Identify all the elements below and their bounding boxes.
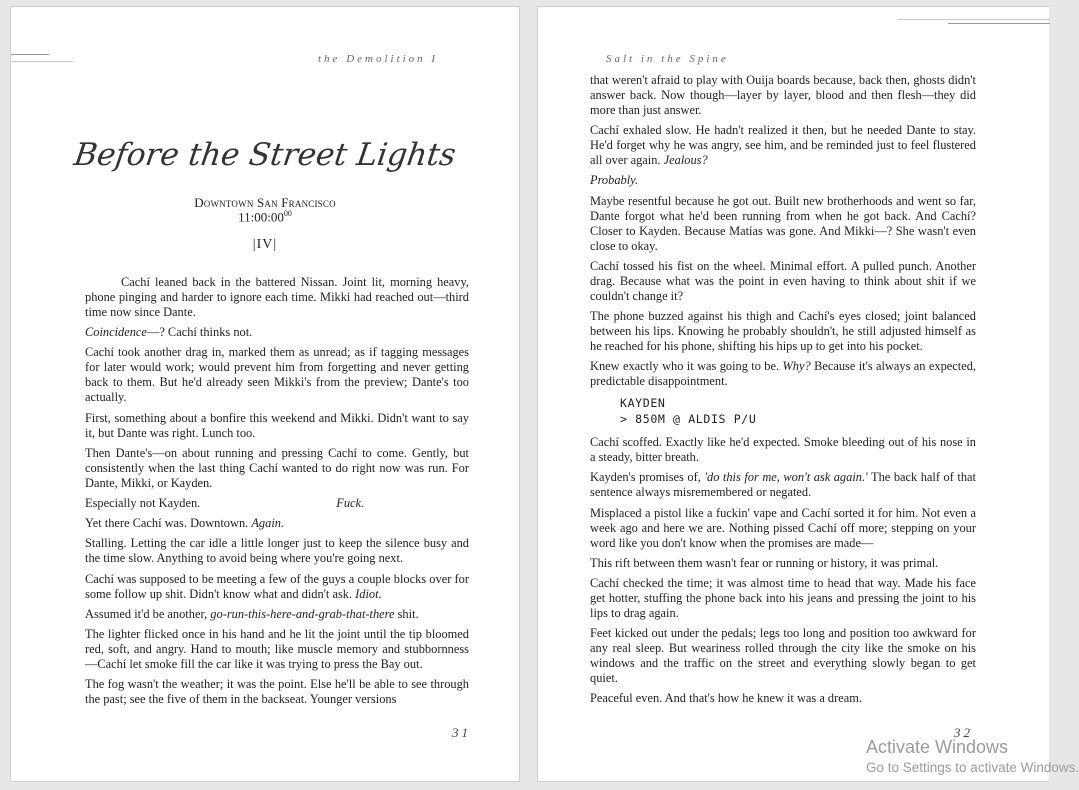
header-decoration-line — [948, 23, 1050, 24]
paragraph: Maybe resentful because he got out. Built new brotherhoods and went so far, Dante forgot what he'd been running from when he got back. And Cachí? Closer to Kayden. Because Matías was gone. And Mikki—? She wasn't even close to okay. — [590, 193, 976, 253]
paragraph: The fog wasn't the weather; it was the point. Else he'll be able to see through the past; see the five of them in the backseat. Younger versions — [85, 677, 469, 707]
body-text — [85, 275, 469, 712]
paragraph-text: Knew exactly who it was going to be. — [590, 359, 780, 374]
paragraph: Then Dante's—on about running and pressing Cachí to come. Gently, but consistently when the last thing Cachí wanted to do right now was run. For Dante, Mikki, or Kayden. — [85, 445, 469, 490]
timestamp-superscript: 00 — [283, 209, 292, 218]
header-decoration-line — [11, 61, 73, 62]
paragraph — [85, 325, 469, 340]
paragraph: Feet kicked out under the pedals; legs too long and position too awkward for any real sleep. But weariness rolled through the city like the smoke on his windows and the traffic on the street and everything slowly began to get quiet. — [590, 626, 976, 686]
running-header: Salt in the Spine — [606, 53, 729, 65]
paragraph-text: Especially not Kayden. — [85, 495, 201, 510]
text-message — [590, 395, 976, 427]
scene-timestamp — [11, 209, 519, 225]
page-number: 32 — [954, 725, 973, 740]
paragraph: Cachí checked the time; it was almost time to head that way. Made his face get hotter, stuffing the phone back into his jeans and pressing the joint to his lips to drag again. — [590, 575, 976, 620]
page-number: 31 — [452, 725, 471, 740]
message-sender: KAYDEN — [620, 396, 666, 411]
paragraph — [590, 123, 976, 168]
paragraph — [590, 359, 976, 389]
left-page — [10, 6, 520, 782]
header-decoration-line — [11, 54, 49, 55]
body-text — [590, 73, 976, 711]
italic-text: Fuck. — [336, 495, 365, 510]
paragraph: Cachí leaned back in the battered Nissan. Joint lit, morning heavy, phone pinging and harder to ignore each time. Mikki had reached out—third time now since Dante. — [85, 275, 469, 319]
paragraph: The lighter flicked once in his hand and he lit the joint until the tip bloomed red, soft, and angry. Hand to mouth; like muscle memory and stubbornness—Cachí let smoke fill the car like it was trying to press the Bay out. — [85, 626, 469, 671]
paragraph: Cachí took another drag in, marked them as unread; as if tagging messages for later would work; would prevent him from forgetting and never getting back to them. But he'd already seen Mikki's from the preview; Dante's too actually. — [85, 345, 469, 405]
paragraph-text: Cachí exhaled slow. He hadn't realized it then, but he needed Dante to stay. He'd forget why he was angry, see him, and be reminded just to feel flustered all over again. — [590, 123, 976, 168]
chapter-title: Before the Street Lights — [71, 137, 459, 173]
paragraph — [85, 572, 469, 602]
paragraph: This rift between them wasn't fear or running or history, it was primal. — [590, 555, 939, 570]
activation-watermark — [866, 736, 1079, 778]
right-page — [537, 6, 1049, 782]
italic-text: Jealous? — [663, 153, 708, 168]
italic-text: go-run-this-here-and-grab-that-there — [210, 606, 395, 621]
italic-text: Why? — [782, 359, 811, 374]
paragraph-text: —? Cachí thinks not. — [146, 325, 253, 340]
paragraph: that weren't afraid to play with Ouija boards because, back then, ghosts didn't answer back. Now though—layer by layer, blood and then flesh—they did more than just answer. — [590, 73, 976, 117]
paragraph-text: Yet there Cachí was. Downtown. — [85, 516, 249, 531]
scene-location: Downtown San Francisco — [194, 195, 336, 210]
paragraph-text: shit. — [394, 606, 419, 621]
paragraph-text: Assumed it'd be another, — [85, 606, 208, 621]
message-body: > 850M @ ALDIS P/U — [620, 412, 757, 427]
italic-text: Again. — [251, 516, 285, 531]
paragraph — [85, 516, 469, 531]
paragraph — [590, 470, 976, 500]
italic-text: Coincidence — [85, 325, 147, 340]
paragraph-text: Because it's always an expected, predictable disappointment. — [590, 359, 976, 389]
paragraph-text: Kayden's promises of, — [590, 470, 701, 485]
paragraph-text: Cachí was supposed to be meeting a few of the guys a couple blocks over for some follow up shit. Didn't know what and didn't ask. — [85, 571, 469, 601]
section-mark: |IV| — [252, 237, 278, 252]
paragraph: First, something about a bonfire this weekend and Mikki. Didn't want to say it, but Dante was right. Lunch too. — [85, 410, 469, 440]
italic-text: Idiot. — [355, 586, 382, 601]
watermark-subtitle: Go to Settings to activate Windows. — [866, 760, 1079, 775]
paragraph: The phone buzzed against his thigh and Cachí's eyes closed; joint balanced between his lips. Knowing he probably shouldn't, he still adjusted himself as he reached for his phone, shifting his hips up to get into his pocket. — [590, 308, 976, 353]
paragraph — [590, 173, 976, 188]
paragraph: Cachí scoffed. Exactly like he'd expected. Smoke bleeding out of his nose in a steady, bitter breath. — [590, 435, 976, 465]
timestamp-main: 11:00:00 — [238, 209, 284, 225]
paragraph: Peaceful even. And that's how he knew it was a dream. — [590, 691, 862, 706]
paragraph: Stalling. Letting the car idle a little longer just to keep the silence busy and the time slow. Anything to avoid being where you're going next. — [85, 536, 469, 566]
paragraph — [85, 496, 469, 511]
header-decoration-line — [898, 19, 1050, 20]
italic-text: Probably. — [590, 173, 639, 188]
paragraph-text: The back half of that sentence always misremembered or negated. — [590, 470, 976, 500]
running-header: the Demolition I — [318, 53, 439, 65]
paragraph: Cachí tossed his fist on the wheel. Minimal effort. A pulled punch. Another drag. Because what was the point in even having to think about shit if we couldn't change it? — [590, 258, 976, 303]
paragraph — [85, 607, 469, 622]
watermark-title: Activate Windows — [866, 737, 1009, 757]
italic-text: 'do this for me, won't ask again.' — [704, 470, 868, 485]
paragraph: Misplaced a pistol like a fuckin' vape and Cachí sorted it for him. Not even a week ago and here we are. Nothing pissed Cachí off more; stepping on your word like you don't know when the promises are made— — [590, 505, 976, 550]
